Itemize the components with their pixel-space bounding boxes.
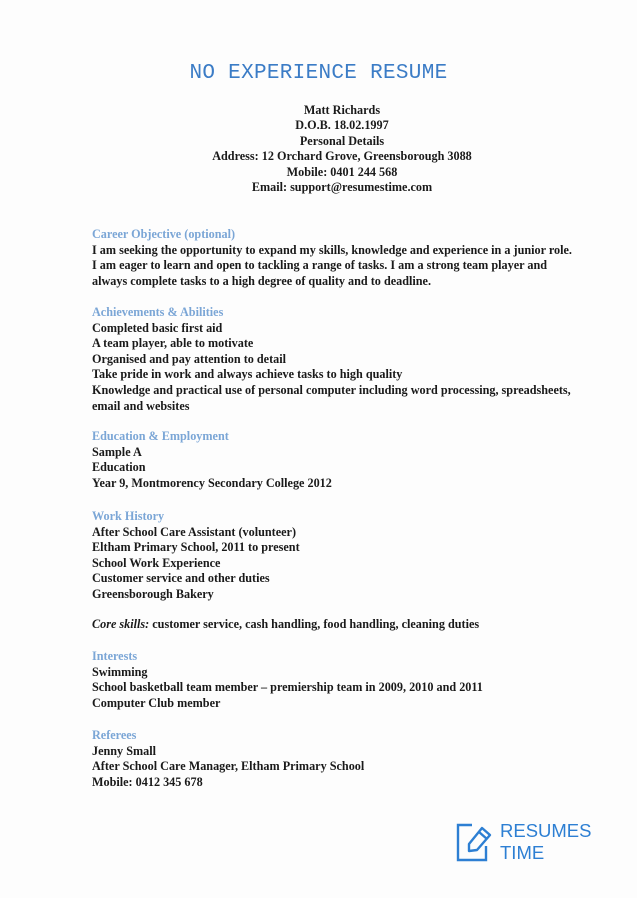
edit-pencil-icon (456, 822, 494, 862)
list-item: Take pride in work and always achieve tasks to high quality (92, 367, 403, 382)
text-line: I am seeking the opportunity to expand my skills, knowledge and experience in a junior role. (92, 242, 572, 257)
core-skills-label: Core skills: (92, 617, 150, 631)
list-item: A team player, able to motivate (92, 336, 254, 351)
list-item: School basketball team member – premiership team in 2009, 2010 and 2011 (92, 680, 483, 695)
core-skills (92, 617, 612, 633)
list-item: Education (92, 460, 146, 475)
section-heading: Interests (92, 649, 138, 663)
list-item: Mobile: 0412 345 678 (92, 774, 203, 789)
text-line: always complete tasks to a high degree of quality and to deadline. (92, 273, 432, 288)
contact-name: Matt Richards (303, 103, 381, 117)
resumes-time-logo (456, 820, 592, 864)
section-education (92, 429, 612, 491)
contact-block (0, 103, 637, 195)
list-item: Knowledge and practical use of personal computer including word processing, spreadsheets, (92, 382, 571, 397)
contact-mobile: Mobile: 0401 244 568 (286, 164, 398, 179)
list-item: Completed basic first aid (92, 320, 223, 335)
section-achievements (92, 305, 612, 414)
section-heading: Career Objective (optional) (92, 227, 236, 241)
list-item: Eltham Primary School, 2011 to present (92, 540, 300, 555)
contact-personal-details: Personal Details (299, 133, 385, 148)
contact-address: Address: 12 Orchard Grove, Greensborough 3088 (212, 149, 472, 164)
list-item: Organised and pay attention to detail (92, 351, 287, 366)
list-item: School Work Experience (92, 555, 221, 570)
list-item: Greensborough Bakery (92, 586, 214, 601)
section-heading: Achievements & Abilities (92, 305, 224, 319)
text-line: I am eager to learn and open to tackling a range of tasks. I am a strong team player and (92, 258, 547, 273)
list-item: Sample A (92, 444, 142, 459)
list-item: Computer Club member (92, 695, 221, 710)
contact-dob: D.O.B. 18.02.1997 (295, 118, 389, 133)
contact-email: Email: support@resumestime.com (251, 180, 433, 195)
list-item: email and websites (92, 398, 190, 413)
list-item: Customer service and other duties (92, 571, 270, 586)
list-item: After School Care Manager, Eltham Primary School (92, 759, 365, 774)
section-career-objective (92, 227, 612, 289)
page-title: NO EXPERIENCE RESUME (189, 62, 448, 85)
section-heading: Work History (92, 509, 165, 523)
logo-line-1: RESUMES (500, 820, 592, 841)
section-referees (92, 728, 612, 790)
section-heading: Education & Employment (92, 429, 229, 443)
list-item: Jenny Small (92, 743, 156, 758)
section-work-history (92, 509, 612, 603)
section-interests (92, 649, 612, 711)
logo-line-2: TIME (500, 842, 545, 863)
list-item: After School Care Assistant (volunteer) (92, 524, 297, 539)
core-skills-text: customer service, cash handling, food handling, cleaning duties (149, 617, 480, 631)
list-item: Year 9, Montmorency Secondary College 2012 (92, 475, 332, 490)
section-heading: Referees (92, 728, 137, 742)
list-item: Swimming (92, 664, 148, 679)
